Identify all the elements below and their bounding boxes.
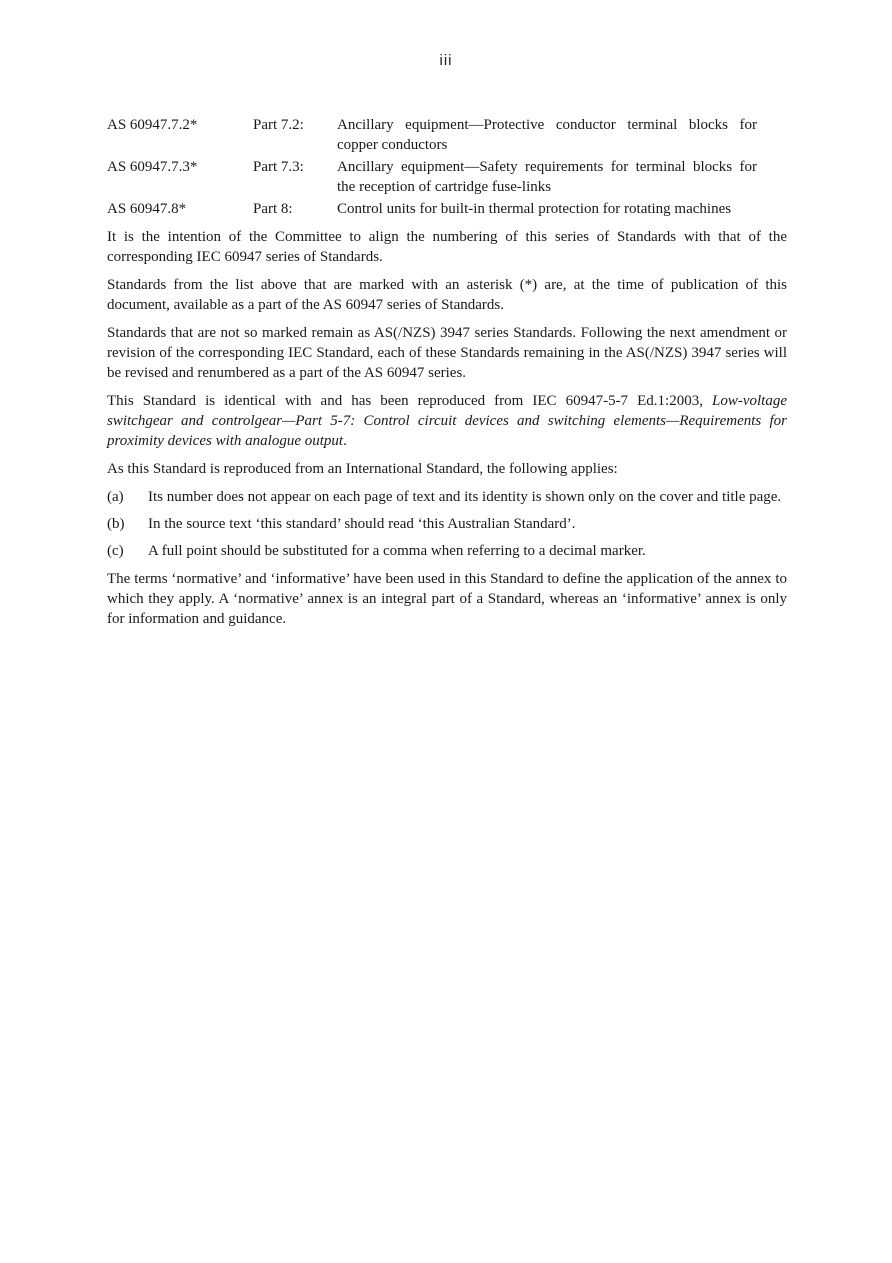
part-number: Part 7.3:	[253, 159, 304, 175]
list-item-text: Its number does not appear on each page of text and its identity is shown only on the cover and title page.	[148, 489, 782, 505]
applies-list	[107, 487, 787, 561]
list-marker: (c)	[107, 543, 124, 559]
list-item	[107, 541, 787, 561]
part-title: Ancillary equipment—Safety requirements for terminal blocks for the reception of cartridge fuse-links	[337, 159, 757, 195]
parts-table	[107, 115, 787, 221]
part-title: Ancillary equipment—Protective conductor terminal blocks for copper conductors	[337, 117, 757, 153]
paragraph-source-standard	[107, 391, 787, 451]
list-item	[107, 514, 787, 534]
paragraph-applies-intro: As this Standard is reproduced from an International Standard, the following applies:	[107, 461, 618, 477]
source-end-text: .	[343, 433, 347, 449]
table-row	[107, 115, 787, 157]
part-number: Part 8:	[253, 201, 293, 217]
list-item	[107, 487, 787, 507]
list-item-text: A full point should be substituted for a comma when referring to a decimal marker.	[148, 543, 646, 559]
part-title: Control units for built-in thermal protection for rotating machines	[337, 201, 732, 217]
table-row	[107, 157, 787, 199]
source-standard-title: Low-voltage switchgear and controlgear—Part 5-7: Control circuit devices and switching elements—Requirements for proximity devices with analogue output	[107, 393, 787, 449]
source-lead-text: This Standard is identical with and has been reproduced from IEC 60947-5-7 Ed.1:2003,	[107, 393, 712, 409]
paragraph-unmarked-standards: Standards that are not so marked remain as AS(/NZS) 3947 series Standards. Following the next amendment or revision of the corresponding IEC Standard, each of these Standards remaining in the AS(/NZS) 3947 series will be revised and renumbered as a part of the AS 60947 series.	[107, 325, 787, 381]
page-number: iii	[439, 52, 453, 69]
paragraph-annex-terms: The terms ‘normative’ and ‘informative’ have been used in this Standard to define the application of the annex to which they apply. A ‘normative’ annex is an integral part of a Standard, whereas an ‘informative’ annex is only for information and guidance.	[107, 571, 787, 627]
table-row	[107, 199, 787, 221]
standard-code: AS 60947.7.3*	[107, 159, 198, 175]
list-item-text: In the source text ‘this standard’ should read ‘this Australian Standard’.	[148, 516, 576, 532]
list-marker: (a)	[107, 489, 124, 505]
document-body	[107, 115, 787, 629]
standard-code: AS 60947.7.2*	[107, 117, 198, 133]
standard-code: AS 60947.8*	[107, 201, 187, 217]
part-number: Part 7.2:	[253, 117, 304, 133]
paragraph-alignment-intent: It is the intention of the Committee to align the numbering of this series of Standards with that of the corresponding IEC 60947 series of Standards.	[107, 229, 787, 265]
list-marker: (b)	[107, 516, 125, 532]
paragraph-asterisk-note: Standards from the list above that are marked with an asterisk (*) are, at the time of publication of this document, available as a part of the AS 60947 series of Standards.	[107, 277, 787, 313]
